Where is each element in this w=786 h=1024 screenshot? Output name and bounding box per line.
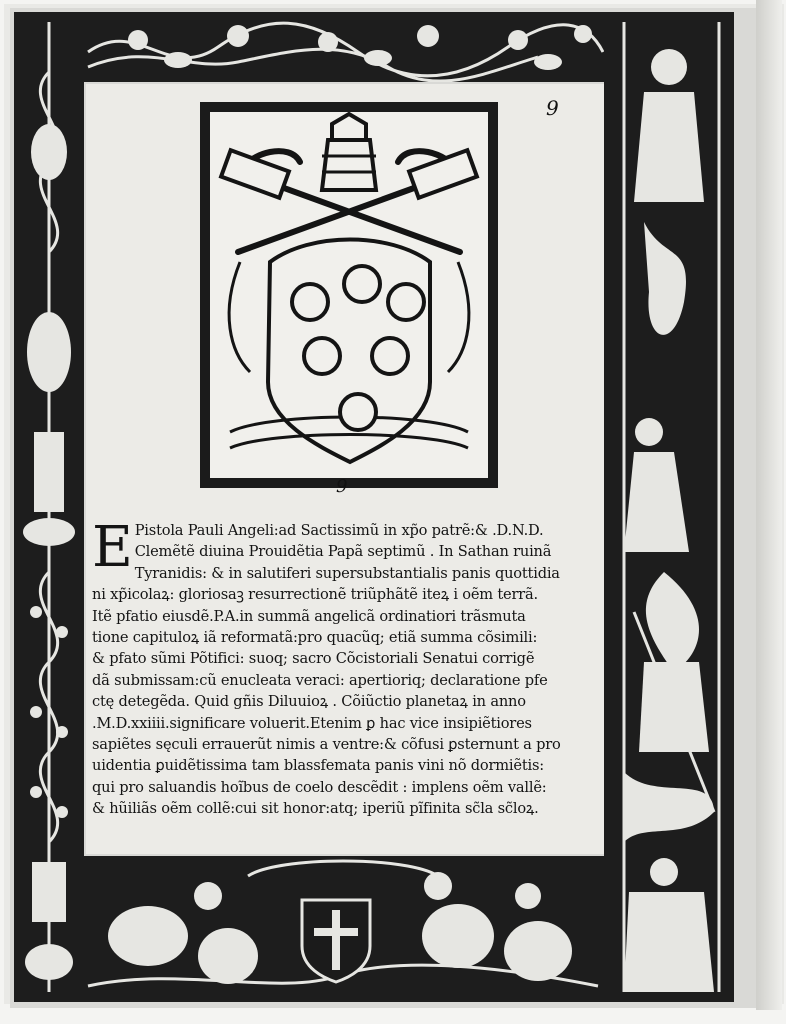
text-line: uidentia ꝑuidẽtissima tam blassfemata panis vini nõ dormiẽtis: xyxy=(92,757,544,775)
text-line: sapiẽtes sęculi errauerũt nimis a ventre:& cõfusi ꝑsternunt a pro xyxy=(92,736,561,754)
papal-medici-arms-icon xyxy=(210,112,488,478)
coat-of-arms-frame xyxy=(200,102,498,488)
woodcut-border-left xyxy=(14,12,84,1002)
text-line: dã submissam:cũ enucleata veraci: apertioriq; declaratione pfe xyxy=(92,671,548,689)
text-line: .M.D.xxiiii.significare voluerit.Etenim ꝑ hac vice insipiẽtiores xyxy=(92,714,532,732)
text-line: Clemẽtẽ diuina Prouidẽtia Papã septimũ . In Sathan ruinã xyxy=(134,543,552,561)
text-line: Tyranidis: & in salutiferi supersubstantialis panis quottidia xyxy=(134,564,560,582)
text-line: & hũiliãs oẽm collẽ:cui sit honor:atq; iperiũ pĩfinita sc̃la sc̃loꝝ. xyxy=(92,800,539,818)
epistle-text xyxy=(92,515,602,820)
cross-shield-icon xyxy=(298,896,374,984)
drop-cap-initial: E xyxy=(92,515,133,580)
text-line: Pistola Pauli Angeli:ad Sactissimũ in xp̃o patrẽ:& .D.N.D. xyxy=(134,522,544,539)
signature-mark: 9 xyxy=(336,476,348,497)
text-line: ctę detegẽda. Quid gñis Diluuioꝝ . Cõiũctio planetaꝝ in anno xyxy=(92,693,526,711)
text-line: ni xp̃icolaꝝ: gloriosaꝫ resurrectionẽ triũphãtẽ iteꝝ i oẽm terrã. xyxy=(92,586,538,604)
woodcut-border-right xyxy=(604,12,734,1002)
text-line: qui pro saluandis hoĩbus de coelo descẽdit : implens oẽm vallẽ: xyxy=(92,778,547,796)
folio-number: 9 xyxy=(546,96,559,120)
text-line: Itẽ pfatio eiusdẽ.P.A.in summã angelicã ordinatiori trãsmuta xyxy=(92,607,526,625)
page-edge xyxy=(756,0,782,1010)
woodcut-border-top xyxy=(78,12,608,82)
text-line: & pfato sũmi Põtifici: suoq; sacro Cõcistoriali Senatui corrigẽ xyxy=(92,650,535,668)
text-line: tione capituloꝝ iã reformatã:pro quacũq; etiã summa cõsimili: xyxy=(92,629,538,647)
